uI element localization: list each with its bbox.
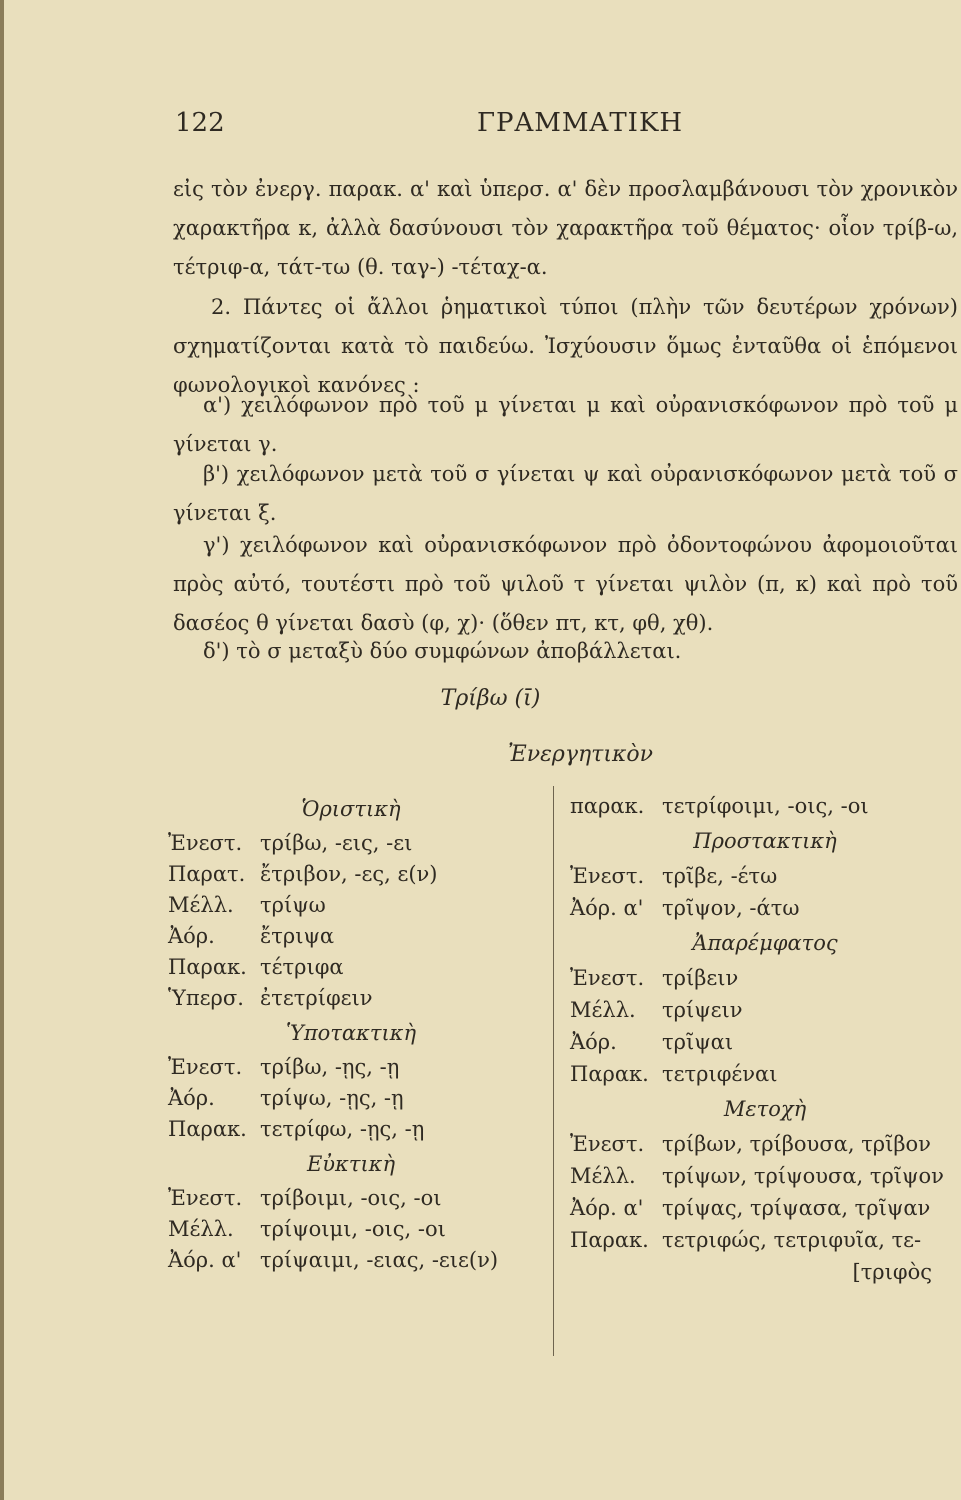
tense-label: Μέλλ. xyxy=(168,893,234,917)
table-row xyxy=(168,952,534,983)
section-title-oristiki: Ὁριστικὴ xyxy=(301,797,401,821)
tense-label: Παρακ. xyxy=(570,1062,649,1086)
table-row xyxy=(570,1026,960,1058)
verb-forms: ἔτριψα xyxy=(260,924,335,948)
table-row xyxy=(570,1128,960,1160)
page-edge xyxy=(0,0,4,1500)
tense-label: Παρατ. xyxy=(168,862,246,886)
section-title-ypotaktiki: Ὑποτακτικὴ xyxy=(285,1021,417,1045)
left-conjugation-column xyxy=(168,790,534,1276)
paragraph-1: εἰς τὸν ἐνεργ. παρακ. α' καὶ ὑπερσ. α' δὲν προσλαμβάνουσι τὸν χρονικὸν χαρακτῆρα κ, ἀλλὰ δασύνουσι τὸν χαρακτῆρα τοῦ θέματος· οἷον τρίβ-ω, τέτριφ-α, τάτ-τω (θ. ταγ-) -τέταχ-α. xyxy=(173,177,958,279)
tense-label: Ἀόρ. xyxy=(570,1030,617,1054)
paragraph-2: 2. Πάντες οἱ ἄλλοι ῥηματικοὶ τύποι (πλὴν τῶν δευτέρων χρόνων) σχηματίζονται κατὰ τὸ παιδεύω. Ἰσχύουσιν ὅμως ἐνταῦθα οἱ ἑπόμενοι φωνολογικοὶ κανόνες : xyxy=(173,295,958,397)
tense-label: Ἀόρ. xyxy=(168,1086,215,1110)
table-row xyxy=(168,1114,534,1145)
verb-forms: τρίβων, τρίβουσα, τρῖβον xyxy=(662,1132,931,1156)
section-title-prostaktiki: Προστακτικὴ xyxy=(693,829,837,853)
table-row xyxy=(168,1245,534,1276)
table-row xyxy=(570,1058,960,1090)
table-row xyxy=(168,1183,534,1214)
verb-forms: τρῖψαι xyxy=(662,1030,734,1054)
verb-forms: τρίβοιμι, -οις, -οι xyxy=(260,1186,442,1210)
table-row xyxy=(570,994,960,1026)
verb-forms: ἐτετρίφειν xyxy=(260,986,373,1010)
verb-forms: τρίψω, -ῃς, -ῃ xyxy=(260,1086,404,1110)
verb-forms: τετριφώς, τετριφυῖα, τε- xyxy=(662,1228,922,1252)
verb-forms: τρίψαιμι, -ειας, -ειε(ν) xyxy=(260,1248,499,1272)
column-divider xyxy=(553,786,554,1356)
tense-label: Ὑπερσ. xyxy=(168,986,244,1010)
tense-label: Μέλλ. xyxy=(570,998,636,1022)
section-title-metochi: Μετοχὴ xyxy=(723,1097,807,1121)
tense-label: Ἀόρ. α' xyxy=(570,896,644,920)
voice-title: Ἐνεργητικὸν xyxy=(507,742,654,767)
verb-forms: τετρίφοιμι, -οις, -οι xyxy=(662,794,869,818)
section-title-aparemfatos: Ἀπαρέμφατος xyxy=(692,931,838,955)
tense-label: Παρακ. xyxy=(570,1228,649,1252)
rule-delta: δ') τὸ σ μεταξὺ δύο συμφώνων ἀποβάλλεται. xyxy=(203,639,682,663)
table-row xyxy=(168,859,534,890)
table-row xyxy=(168,1052,534,1083)
table-row xyxy=(168,828,534,859)
verb-forms: τρίψας, τρίψασα, τρῖψαν xyxy=(662,1196,931,1220)
table-row xyxy=(168,890,534,921)
tense-label: Ἐνεστ. xyxy=(570,966,645,990)
rule-alpha: α') χειλόφωνον πρὸ τοῦ μ γίνεται μ καὶ οὐρανισκόφωνον πρὸ τοῦ μ γίνεται γ. xyxy=(173,393,958,456)
verb-forms: τετριφέναι xyxy=(662,1062,778,1086)
verb-forms: τρίβω, -ῃς, -ῃ xyxy=(260,1055,400,1079)
verb-forms: τρῖβε, -έτω xyxy=(662,864,778,888)
continuation-text: [τριφὸς xyxy=(852,1260,932,1284)
table-row xyxy=(570,1224,960,1256)
verb-forms: τρίβειν xyxy=(662,966,739,990)
verb-forms: τρίψειν xyxy=(662,998,743,1022)
table-row xyxy=(168,921,534,952)
table-row xyxy=(570,1256,960,1288)
running-title: ΓΡΑΜΜΑΤΙΚΗ xyxy=(477,108,684,138)
table-row xyxy=(570,1192,960,1224)
rule-gamma: γ') χειλόφωνον καὶ οὐρανισκόφωνον πρὸ ὀδοντοφώνου ἀφομοιοῦται πρὸς αὐτό, τουτέστι πρὸ τοῦ ψιλοῦ τ γίνεται ψιλὸν (π, κ) καὶ πρὸ τοῦ δασέος θ γίνεται δασὺ (φ, χ)· (ὅθεν πτ, κτ, φθ, χθ). xyxy=(173,533,958,635)
tense-label: παρακ. xyxy=(570,794,645,818)
section-title-euktiki: Εὐκτικὴ xyxy=(306,1152,396,1176)
verb-forms: τέτριφα xyxy=(260,955,344,979)
table-row xyxy=(570,860,960,892)
verb-forms: ἔτριβον, -ες, ε(ν) xyxy=(260,862,438,886)
tense-label: Ἐνεστ. xyxy=(570,864,645,888)
right-conjugation-column xyxy=(570,790,960,1288)
page-header xyxy=(0,108,961,148)
table-row xyxy=(168,1214,534,1245)
tense-label: Παρακ. xyxy=(168,1117,247,1141)
table-row xyxy=(168,1083,534,1114)
tense-label: Ἐνεστ. xyxy=(168,831,243,855)
verb-forms: τρίψω xyxy=(260,893,326,917)
page-number: 122 xyxy=(175,108,225,138)
verb-forms: τρίψοιμι, -οις, -οι xyxy=(260,1217,446,1241)
tense-label: Ἀόρ. xyxy=(168,924,215,948)
tense-label: Ἐνεστ. xyxy=(168,1055,243,1079)
table-row xyxy=(570,1160,960,1192)
table-row xyxy=(570,790,960,822)
tense-label: Ἐνεστ. xyxy=(168,1186,243,1210)
rule-beta: β') χειλόφωνον μετὰ τοῦ σ γίνεται ψ καὶ οὐρανισκόφωνον μετὰ τοῦ σ γίνεται ξ. xyxy=(173,462,958,525)
tense-label: Μέλλ. xyxy=(570,1164,636,1188)
table-row xyxy=(168,983,534,1014)
tense-label: Ἐνεστ. xyxy=(570,1132,645,1156)
verb-forms: τρῖψον, -άτω xyxy=(662,896,800,920)
tense-label: Μέλλ. xyxy=(168,1217,234,1241)
table-row xyxy=(570,892,960,924)
verb-forms: τρίψων, τρίψουσα, τρῖψον xyxy=(662,1164,944,1188)
table-row xyxy=(570,962,960,994)
verb-forms: τρίβω, -εις, -ει xyxy=(260,831,413,855)
tense-label: Παρακ. xyxy=(168,955,247,979)
tense-label: Ἀόρ. α' xyxy=(168,1248,242,1272)
verb-title: Τρίβω (ῑ) xyxy=(440,686,541,711)
verb-forms: τετρίφω, -ῃς, -ῃ xyxy=(260,1117,425,1141)
tense-label: Ἀόρ. α' xyxy=(570,1196,644,1220)
